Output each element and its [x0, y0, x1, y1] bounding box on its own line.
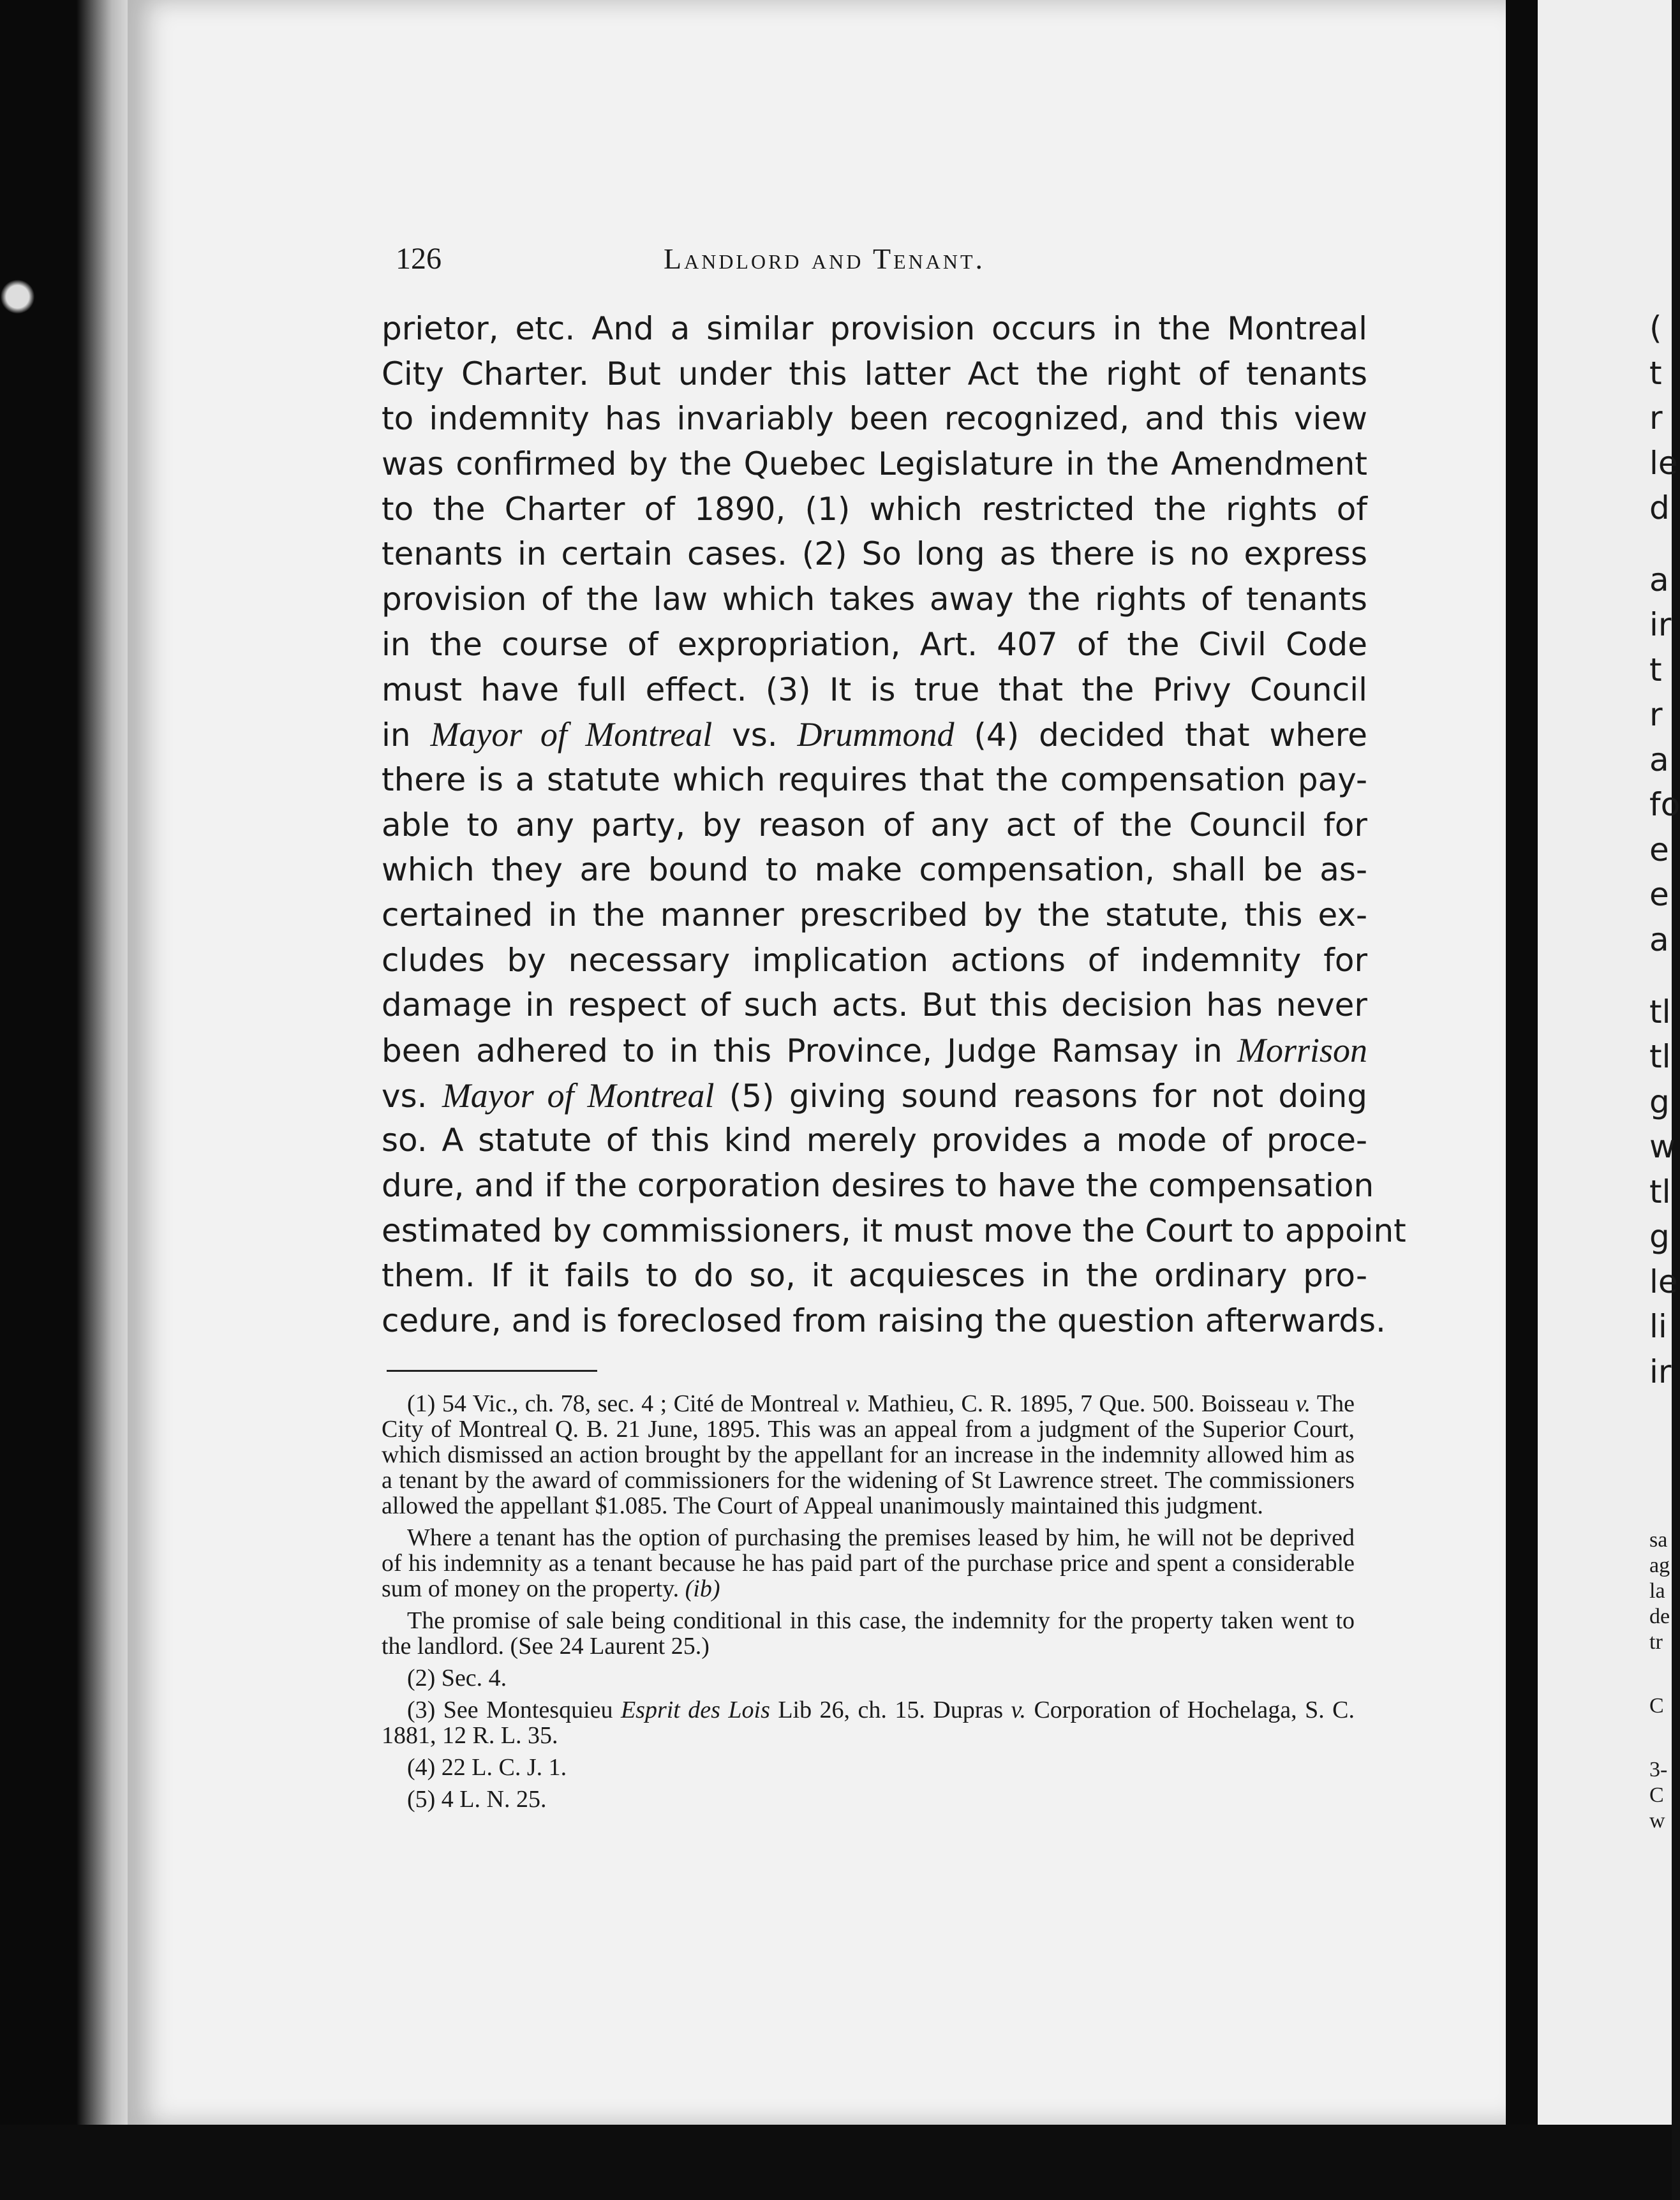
- body-line: [382, 396, 1367, 442]
- running-head: [396, 239, 1353, 278]
- line-text: so. A statute of this kind merely provides a mode of proce-: [382, 1122, 1367, 1159]
- line-text: which they are bound to make compensation, shall be as-: [382, 851, 1367, 889]
- body-line: [382, 1028, 1367, 1073]
- line-text: been adhered to in this Province, Judge Ramsay in: [382, 1032, 1237, 1069]
- footnotes: [382, 1391, 1355, 1818]
- case-name: Drummond: [797, 715, 955, 754]
- body-line: [382, 1118, 1367, 1163]
- line-text: must have full effect. (3) It is true that the Privy Council: [382, 671, 1367, 708]
- line-text: certained in the manner prescribed by the statute, this ex-: [382, 896, 1367, 933]
- facing-page-fragment: r: [1649, 696, 1663, 734]
- body-text: [382, 306, 1406, 1344]
- line-text: able to any party, by reason of any act of the Council for: [382, 806, 1367, 844]
- body-line: [382, 1253, 1367, 1298]
- line-text: in: [382, 717, 431, 754]
- line-text: cludes by necessary implication actions of indemnity for: [382, 941, 1367, 979]
- footnote-rule: [387, 1370, 597, 1372]
- line-text: was confirmed by the Quebec Legislature in the Amendment: [382, 445, 1367, 483]
- line-text: to indemnity has invariably been recognized, and this view: [382, 400, 1367, 438]
- body-line: [382, 306, 1367, 352]
- line-text: estimated by commissioners, it must move the Court to appoint: [382, 1212, 1406, 1249]
- line-text: cedure, and is foreclosed from raising the question afterwards.: [382, 1302, 1386, 1340]
- line-text: prietor, etc. And a similar provision occurs in the Montreal: [382, 310, 1367, 347]
- facing-page-fragment: t: [1649, 354, 1662, 392]
- bottom-shadow: [0, 2125, 1672, 2200]
- body-line: [382, 803, 1367, 848]
- facing-page-fragment: tl: [1649, 1038, 1671, 1076]
- line-text: (5) giving sound reasons for not doing: [714, 1077, 1368, 1115]
- gutter: [1506, 0, 1538, 2200]
- facing-page-fragment: fo: [1649, 786, 1680, 824]
- edge-mark: [0, 274, 35, 319]
- facing-page-note-fragment: C: [1649, 1694, 1664, 1718]
- line-text: in the course of expropriation, Art. 407 of the Civil Code: [382, 625, 1367, 663]
- facing-page-note-fragment: sa: [1649, 1528, 1668, 1552]
- facing-page-note-fragment: 3-: [1649, 1758, 1668, 1781]
- facing-page-note-fragment: tr: [1649, 1630, 1663, 1654]
- facing-page-fragment: tl: [1649, 1173, 1671, 1210]
- footnote-2: (2) Sec. 4.: [407, 1665, 507, 1691]
- body-line: [382, 1073, 1367, 1119]
- body-line: [382, 712, 1367, 757]
- facing-page-note-fragment: C: [1649, 1783, 1664, 1807]
- body-line: [382, 667, 1367, 713]
- body-line: [382, 1163, 1374, 1208]
- body-line: [382, 983, 1367, 1028]
- footnote-1-para-2: Where a tenant has the option of purchasing the premises leased by him, he will not be deprived of his indemnity as a tenant because he has paid part of the purchase price and spent a considerable sum of money on the property. (ib): [382, 1524, 1355, 1602]
- line-text: vs.: [382, 1077, 442, 1115]
- facing-page-fragment: e: [1649, 831, 1669, 868]
- line-text: dure, and if the corporation desires to have the compensation: [382, 1167, 1374, 1205]
- facing-page-fragment: d: [1649, 489, 1670, 526]
- facing-page-fragment: li: [1649, 1308, 1667, 1346]
- facing-page-fragment: r: [1649, 399, 1663, 436]
- case-name: Mayor of Montreal: [430, 715, 713, 754]
- line-text: to the Charter of 1890, (1) which restricted the rights of: [382, 490, 1367, 528]
- body-line: [382, 847, 1367, 893]
- case-name: Morrison: [1237, 1031, 1367, 1069]
- line-text: vs.: [712, 717, 798, 754]
- facing-page-note-fragment: w: [1649, 1809, 1665, 1832]
- facing-page-note-fragment: la: [1649, 1579, 1665, 1603]
- footnote-1: (1) 54 Vic., ch. 78, sec. 4 ; Cité de Montreal v. Mathieu, C. R. 1895, 7 Que. 500. Boisseau v. The City of Montreal Q. B. 21 June, 1895. This was an appeal from a judgment of the Superior Court, which dismissed an action brought by the appellant for an increase in the indemnity allowed him as a tenant by the award of commissioners for the widening of St Lawrence street. The commissioners allowed the appellant $1.085. The Court of Appeal unanimously maintained this judgment.: [382, 1390, 1355, 1519]
- footnote-3: (3) See Montesquieu Esprit des Lois Lib 26, ch. 15. Dupras v. Corporation of Hochelaga, S. C. 1881, 12 R. L. 35.: [382, 1697, 1355, 1749]
- footnote-5: (5) 4 L. N. 25.: [407, 1786, 547, 1813]
- case-name: Mayor of Montreal: [442, 1076, 715, 1115]
- facing-page-fragment: le: [1649, 444, 1678, 482]
- facing-page-fragment: tl: [1649, 993, 1671, 1030]
- body-line: [382, 487, 1367, 532]
- body-line: [382, 1208, 1406, 1254]
- body-line: [382, 938, 1367, 983]
- facing-page-fragment: g: [1649, 1218, 1670, 1256]
- book-spine-shadow: [0, 0, 128, 2200]
- footnote-4: (4) 22 L. C. J. 1.: [407, 1754, 567, 1781]
- line-text: damage in respect of such acts. But this decision has never: [382, 986, 1367, 1024]
- line-text: there is a statute which requires that the compensation pay-: [382, 761, 1367, 798]
- body-line: [382, 1298, 1386, 1344]
- line-text: (4) decided that where: [954, 717, 1367, 754]
- facing-page-fragment: ir: [1649, 606, 1672, 644]
- body-line: [382, 757, 1367, 803]
- body-line: [382, 893, 1367, 938]
- facing-page-note-fragment: ag: [1649, 1554, 1670, 1577]
- facing-page-fragment: g: [1649, 1083, 1670, 1120]
- body-line: [382, 531, 1367, 577]
- line-text: them. If it fails to do so, it acquiesces in the ordinary pro-: [382, 1257, 1367, 1295]
- facing-page-fragment: le: [1649, 1263, 1678, 1300]
- facing-page-fragment: w: [1649, 1128, 1676, 1166]
- line-text: provision of the law which takes away the rights of tenants: [382, 581, 1367, 618]
- facing-page-fragment: e: [1649, 876, 1669, 914]
- page-number: 126: [396, 241, 442, 276]
- body-line: [382, 622, 1367, 667]
- facing-page-fragment: a: [1649, 921, 1669, 958]
- body-line: [382, 442, 1367, 487]
- facing-page-fragment: t: [1649, 651, 1662, 688]
- facing-page-fragment: a: [1649, 741, 1669, 778]
- line-text: City Charter. But under this latter Act the right of tenants: [382, 355, 1367, 392]
- line-text: tenants in certain cases. (2) So long as there is no express: [382, 535, 1367, 573]
- facing-page-note-fragment: de: [1649, 1605, 1670, 1628]
- facing-page-fragment: a: [1649, 561, 1669, 598]
- body-line: [382, 577, 1367, 622]
- facing-page-fragment: ir: [1649, 1353, 1672, 1390]
- footnote-1-para-3: The promise of sale being conditional in this case, the indemnity for the property taken went to the landlord. (See 24 Laurent 25.): [382, 1607, 1355, 1660]
- running-title: Landlord and Tenant.: [664, 242, 986, 275]
- body-line: [382, 352, 1367, 397]
- facing-page-fragment: (: [1649, 309, 1662, 346]
